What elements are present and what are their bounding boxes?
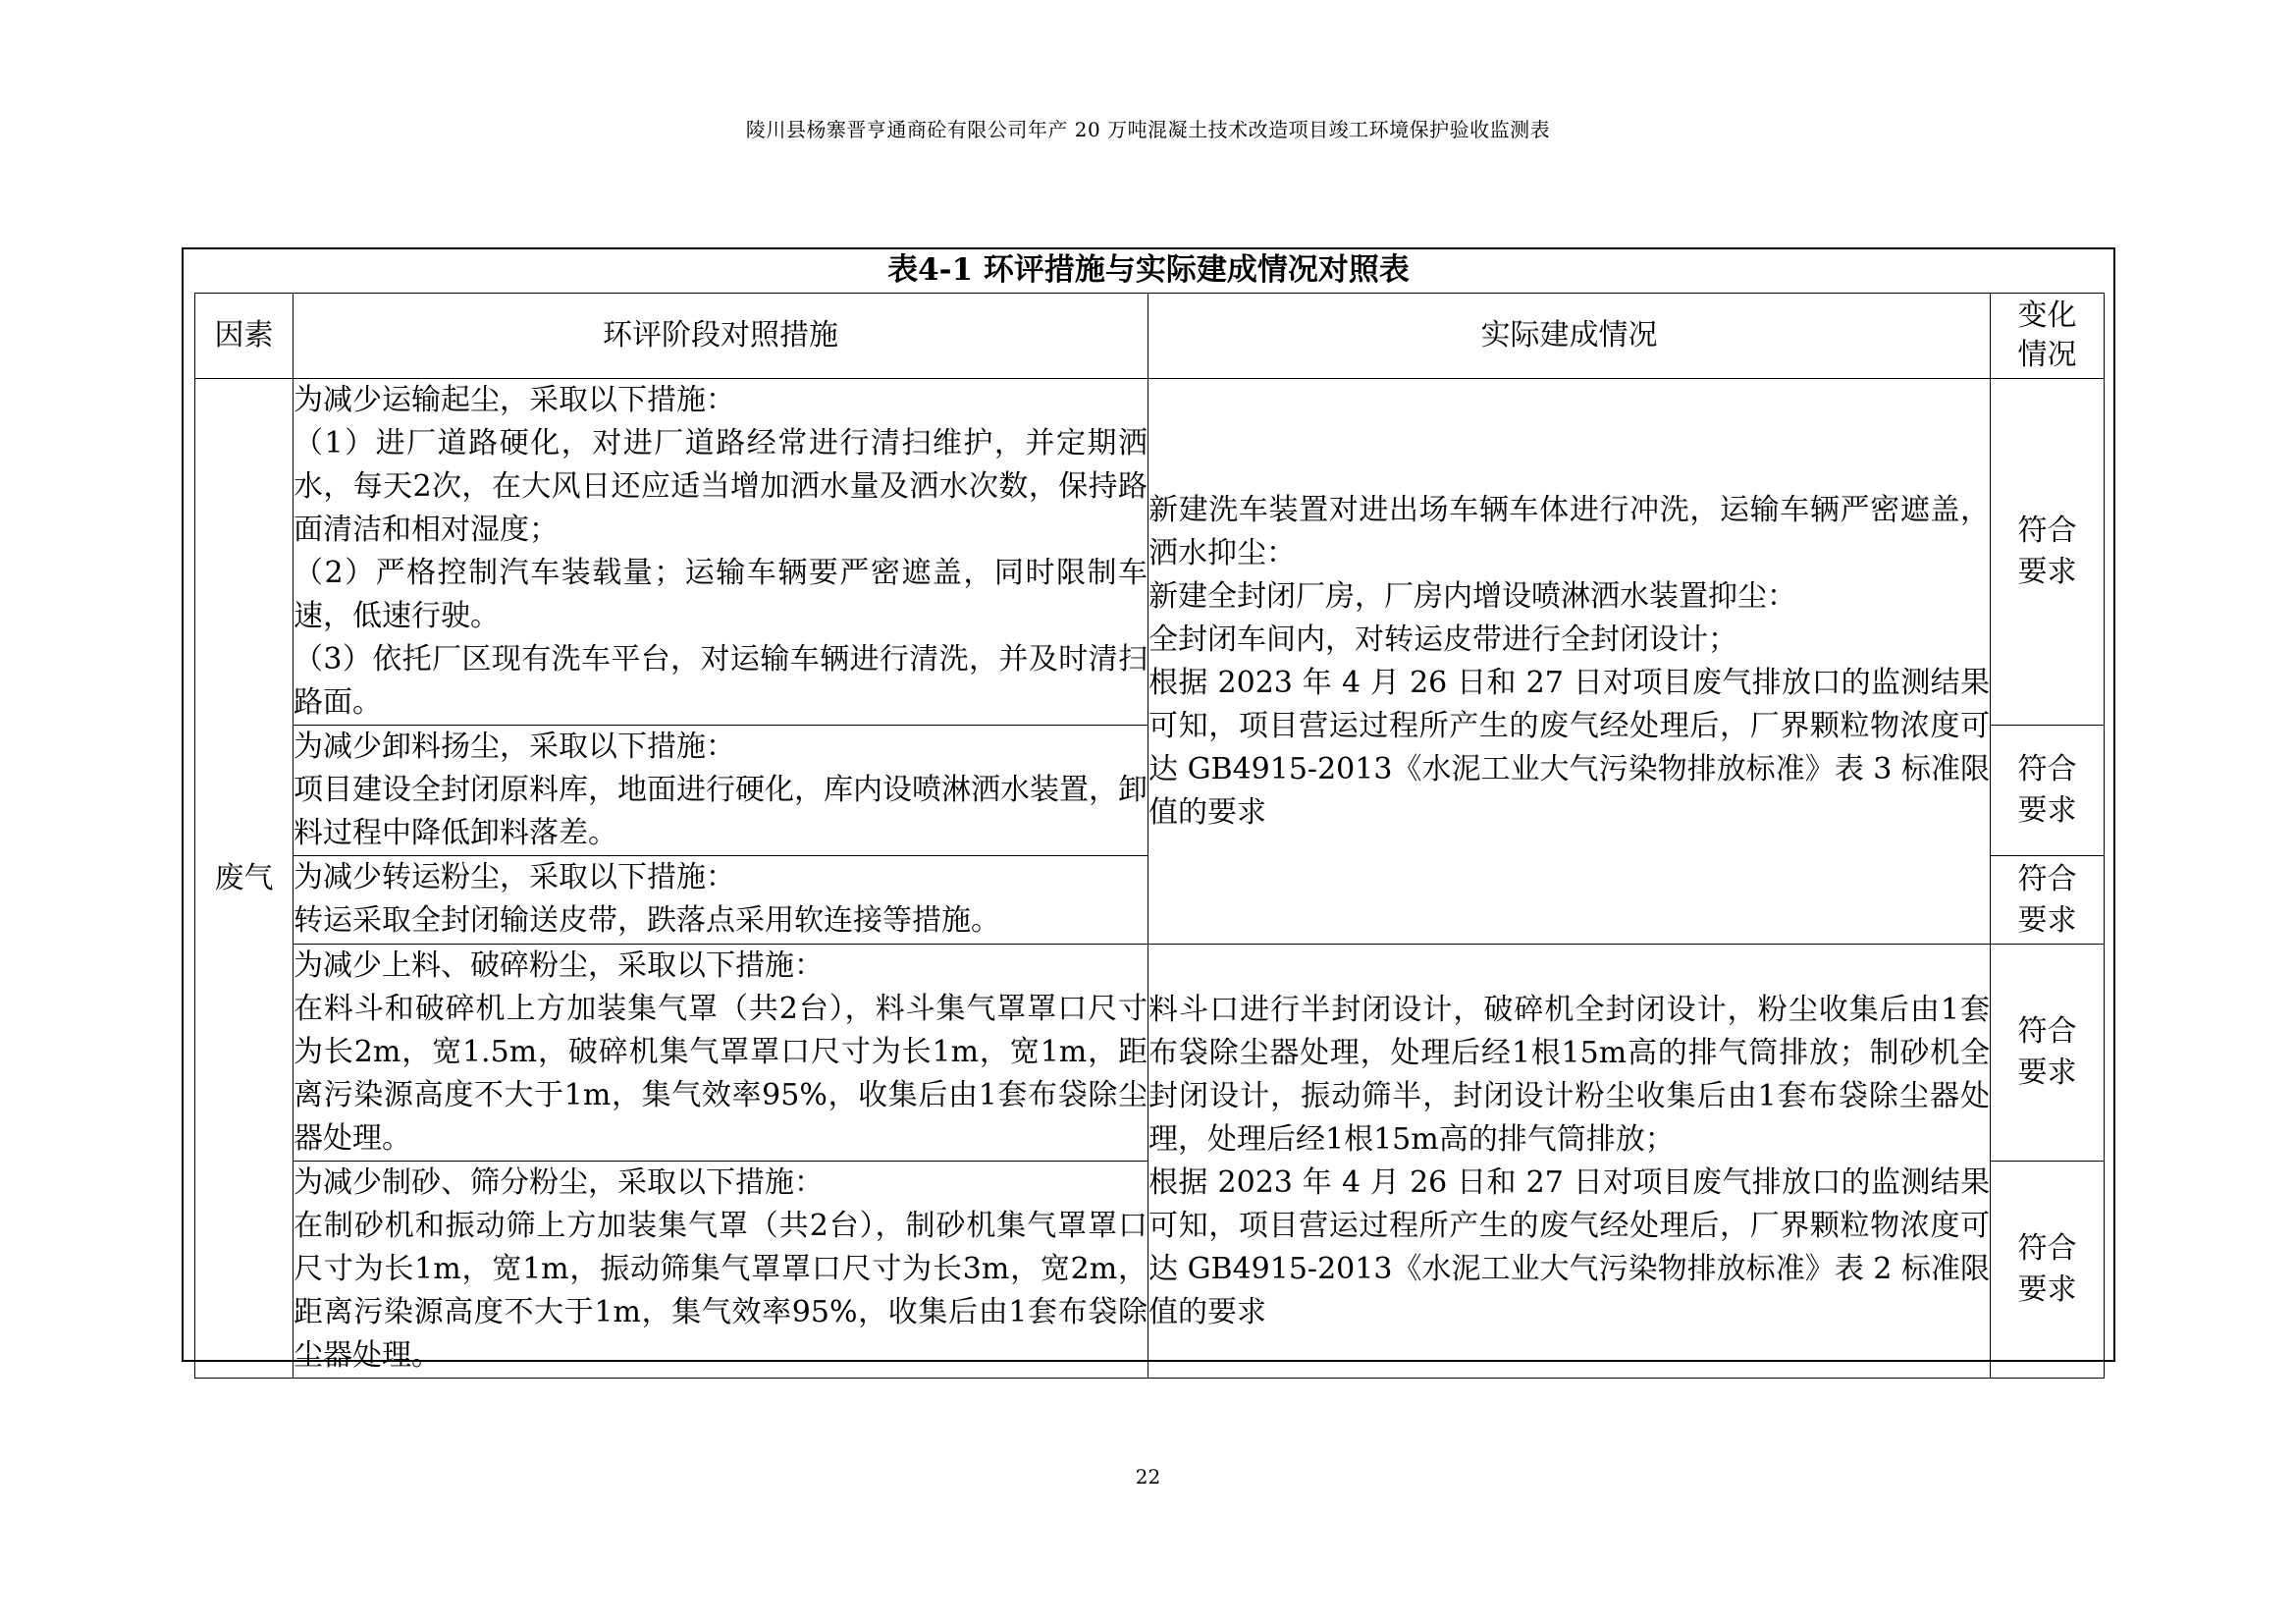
measure-line: 为减少运输起尘，采取以下措施： — [294, 383, 735, 417]
measure-cell — [294, 726, 1148, 856]
actual-line: 新建洗车装置对进出场车辆车体进行冲洗，运输车辆严密遮盖，洒水抑尘： — [1148, 492, 1990, 570]
measure-line: （1）进厂道路硬化，对进厂道路经常进行清扫维护，并定期洒水，每天2次，在大风日还应适当增加洒水量及洒水次数，保持路面清洁和相对湿度； — [294, 426, 1148, 547]
measure-cell — [294, 856, 1148, 945]
actual-line: 新建全封闭厂房，厂房内增设喷淋洒水装置抑尘： — [1148, 578, 1796, 614]
measure-cell — [294, 1162, 1148, 1379]
measure-line: 为减少卸料扬尘，采取以下措施： — [294, 730, 735, 764]
actual-cell — [1148, 945, 1991, 1379]
comparison-table — [194, 293, 2105, 1379]
measure-line: （2）严格控制汽车装载量；运输车辆要严密遮盖，同时限制车速，低速行驶。 — [294, 556, 1148, 633]
actual-line: 料斗口进行半封闭设计，破碎机全封闭设计，粉尘收集后由1套布袋除尘器处理，处理后经1根15m高的排气筒排放；制砂机全封闭设计，振动筛半，封闭设计粉尘收集后由1套布袋除尘器处理，处理后经1根15m高的排气筒排放； — [1148, 992, 1990, 1157]
table-header-row — [195, 294, 2105, 379]
actual-line: 根据 2023 年 4 月 26 日和 27 日对项目废气排放口的监测结果可知，项目营运过程所产生的废气经处理后，厂界颗粒物浓度可达 GB4915-2013《水泥工业大气污染物排放标准》表 2 标准限值的要求 — [1148, 1164, 1990, 1329]
page-number: 22 — [1135, 1465, 1161, 1489]
header-actual: 实际建成情况 — [1148, 294, 1991, 379]
factor-cell: 废气 — [195, 379, 294, 1379]
change-cell: 符合要求 — [1991, 1162, 2105, 1379]
measure-line: 为减少转运粉尘，采取以下措施： — [294, 860, 735, 894]
actual-cell — [1148, 379, 1991, 945]
header-factor: 因素 — [195, 294, 294, 379]
measure-cell — [294, 945, 1148, 1162]
change-cell: 符合要求 — [1991, 379, 2105, 726]
header-change: 变化情况 — [1991, 294, 2105, 379]
measure-line: 转运采取全封闭输送皮带，跌落点采用软连接等措施。 — [294, 903, 1000, 938]
change-cell: 符合要求 — [1991, 856, 2105, 945]
header-measure: 环评阶段对照措施 — [294, 294, 1148, 379]
measure-line: 项目建设全封闭原料库，地面进行硬化，库内设喷淋洒水装置，卸料过程中降低卸料落差。 — [294, 773, 1148, 850]
measure-line: 为减少上料、破碎粉尘，采取以下措施： — [294, 948, 824, 983]
measure-line: （3）依托厂区现有洗车平台，对运输车辆进行清洗，并及时清扫路面。 — [294, 642, 1148, 720]
actual-line: 全封闭车间内，对转运皮带进行全封闭设计； — [1148, 622, 1737, 657]
measure-line: 在制砂机和振动筛上方加装集气罩（共2台），制砂机集气罩罩口尺寸为长1m，宽1m，振动筛集气罩罩口尺寸为长3m，宽2m，距离污染源高度不大于1m，集气效率95%，收集后由1套布袋除尘器处理。 — [294, 1209, 1148, 1373]
running-header: 陵川县杨寨晋亨通商砼有限公司年产 20 万吨混凝土技术改造项目竣工环境保护验收监测表 — [745, 118, 1551, 141]
change-cell: 符合要求 — [1991, 726, 2105, 856]
change-cell: 符合要求 — [1991, 945, 2105, 1162]
measure-line: 为减少制砂、筛分粉尘，采取以下措施： — [294, 1165, 824, 1200]
table-row — [195, 379, 2105, 726]
table-title: 表4-1 环评措施与实际建成情况对照表 — [887, 252, 1410, 288]
table-row — [195, 945, 2105, 1162]
measure-cell — [294, 379, 1148, 726]
actual-line: 根据 2023 年 4 月 26 日和 27 日对项目废气排放口的监测结果可知，项目营运过程所产生的废气经处理后，厂界颗粒物浓度可达 GB4915-2013《水泥工业大气污染物排放标准》表 3 标准限值的要求 — [1148, 665, 1990, 830]
measure-line: 在料斗和破碎机上方加装集气罩（共2台），料斗集气罩罩口尺寸为长2m，宽1.5m，破碎机集气罩罩口尺寸为长1m，宽1m，距离污染源高度不大于1m，集气效率95%，收集后由1套布袋除尘器处理。 — [294, 992, 1148, 1156]
